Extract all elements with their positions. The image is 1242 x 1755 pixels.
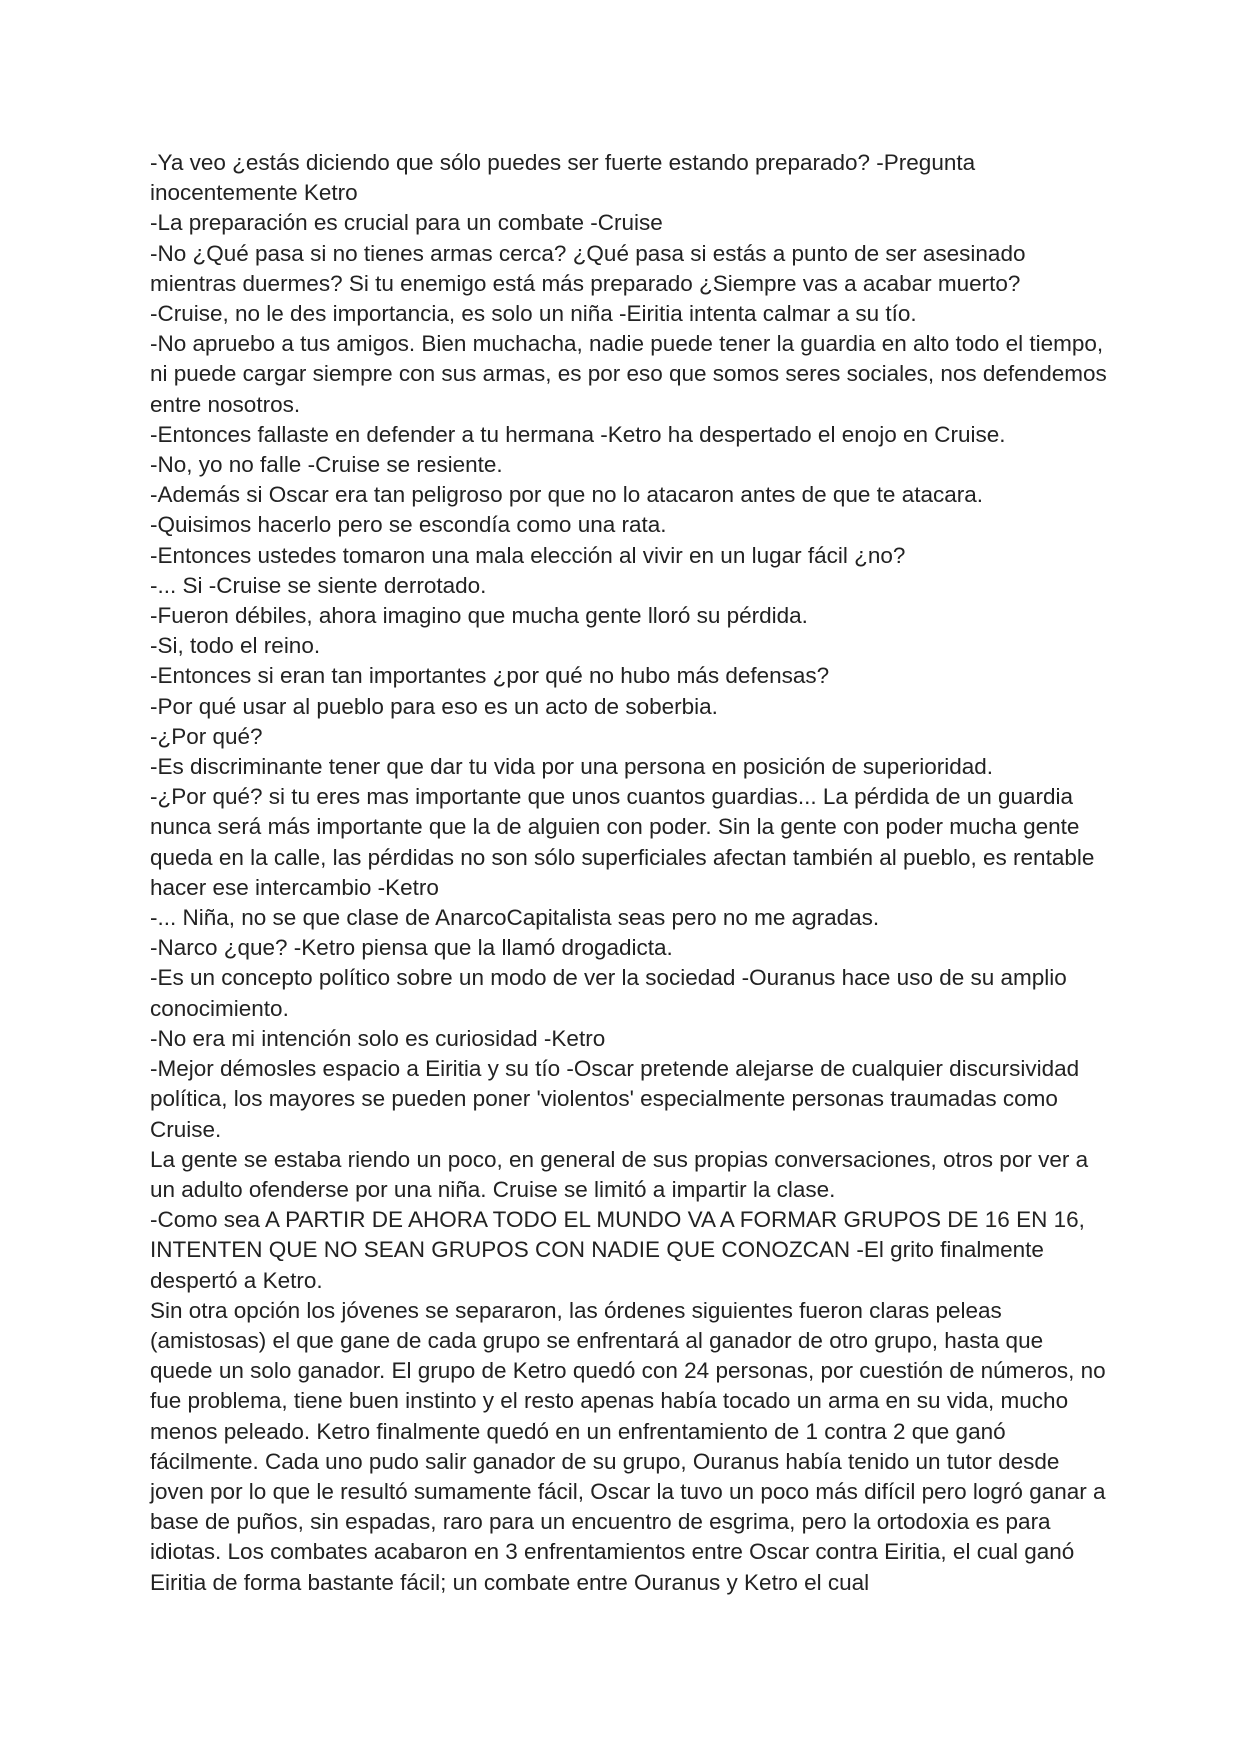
- paragraph: -Por qué usar al pueblo para eso es un acto de soberbia.: [150, 693, 718, 719]
- paragraph: -Es un concepto político sobre un modo de ver la sociedad -Ouranus hace uso de su amplio conocimiento.: [150, 965, 1067, 1021]
- paragraph: La gente se estaba riendo un poco, en general de sus propias conversaciones, otros por ver a un adulto ofenderse por una niña. Cruise se limitó a impartir la clase.: [150, 1146, 1089, 1202]
- paragraph: -Quisimos hacerlo pero se escondía como una rata.: [150, 512, 667, 538]
- paragraph: -Es discriminante tener que dar tu vida por una persona en posición de superioridad.: [150, 754, 994, 780]
- paragraph: -No ¿Qué pasa si no tienes armas cerca? ¿Qué pasa si estás a punto de ser asesinado mientras duermes? Si tu enemigo está más preparado ¿Siempre vas a acabar muerto?: [150, 240, 1026, 296]
- paragraph: -No apruebo a tus amigos. Bien muchacha, nadie puede tener la guardia en alto todo el tiempo, ni puede cargar siempre con sus armas, es por eso que somos seres sociales, nos defendemos entre nosotros.: [150, 331, 1107, 417]
- paragraph: -¿Por qué? si tu eres mas importante que unos cuantos guardias... La pérdida de un guardia nunca será más importante que la de alguien con poder. Sin la gente con poder mucha gente queda en la calle, las pérdidas no son sólo superficiales afectan también al pueblo, es rentable hacer ese intercambio -Ketro: [150, 784, 1095, 900]
- paragraph: -Además si Oscar era tan peligroso por que no lo atacaron antes de que te atacara.: [150, 482, 983, 508]
- paragraph: -Entonces si eran tan importantes ¿por qué no hubo más defensas?: [150, 663, 830, 689]
- paragraph: -Ya veo ¿estás diciendo que sólo puedes ser fuerte estando preparado? -Pregunta inocentemente Ketro: [150, 150, 976, 206]
- paragraph: -Si, todo el reino.: [150, 633, 321, 659]
- paragraph: -Cruise, no le des importancia, es solo un niña -Eiritia intenta calmar a su tío.: [150, 301, 917, 327]
- paragraph: -Entonces fallaste en defender a tu hermana -Ketro ha despertado el enojo en Cruise.: [150, 421, 1006, 447]
- paragraph: -Mejor démosles espacio a Eiritia y su tío -Oscar pretende alejarse de cualquier discursividad política, los mayores se pueden poner 'violentos' especialmente personas traumadas como Cruise.: [150, 1056, 1080, 1142]
- paragraph: -La preparación es crucial para un combate -Cruise: [150, 210, 663, 236]
- paragraph: -Entonces ustedes tomaron una mala elección al vivir en un lugar fácil ¿no?: [150, 542, 906, 568]
- paragraph: -¿Por qué?: [150, 723, 263, 749]
- paragraph: -... Si -Cruise se siente derrotado.: [150, 572, 487, 598]
- paragraph: -Narco ¿que? -Ketro piensa que la llamó drogadicta.: [150, 935, 673, 961]
- paragraph: -No, yo no falle -Cruise se resiente.: [150, 452, 503, 478]
- paragraph: -No era mi intención solo es curiosidad -Ketro: [150, 1025, 606, 1051]
- paragraph: Sin otra opción los jóvenes se separaron, las órdenes siguientes fueron claras peleas (amistosas) el que gane de cada grupo se enfrentará al ganador de otro grupo, hasta que quede un solo ganador. El grupo de Ketro quedó con 24 personas, por cuestión de números, no fue problema, tiene buen instinto y el resto apenas había tocado un arma en su vida, mucho menos peleado. Ketro finalmente quedó en un enfrentamiento de 1 contra 2 que ganó fácilmente. Cada uno pudo salir ganador de su grupo, Ouranus había tenido un tutor desde joven por lo que le resultó sumamente fácil, Oscar la tuvo un poco más difícil pero logró ganar a base de puños, sin espadas, raro para un encuentro de esgrima, pero la ortodoxia es para idiotas. Los combates acabaron en 3 enfrentamientos entre Oscar contra Eiritia, el cual ganó Eiritia de forma bastante fácil; un combate entre Ouranus y Ketro el cual: [150, 1297, 1106, 1595]
- paragraph: -Fueron débiles, ahora imagino que mucha gente lloró su pérdida.: [150, 603, 808, 629]
- paragraph: -Como sea A PARTIR DE AHORA TODO EL MUNDO VA A FORMAR GRUPOS DE 16 EN 16, INTENTEN QUE NO SEAN GRUPOS CON NADIE QUE CONOZCAN -El grito finalmente despertó a Ketro.: [150, 1207, 1085, 1293]
- paragraph: -... Niña, no se que clase de AnarcoCapitalista seas pero no me agradas.: [150, 905, 880, 931]
- document-body: [150, 148, 1110, 1598]
